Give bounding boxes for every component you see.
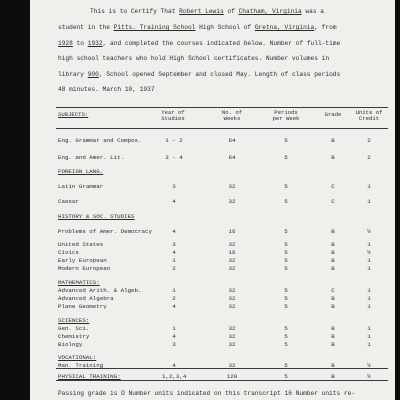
school-town: Gretna, Virginia [254, 24, 315, 31]
course-subject: Modern European [58, 265, 111, 272]
table-bottom-rule-2 [56, 380, 388, 381]
course-units: 1 [367, 287, 371, 294]
course-grade: B [331, 325, 335, 332]
course-subject: PHYSICAL TRAINING: [58, 373, 121, 380]
course-weeks: 32 [228, 295, 236, 302]
course-subject: Advanced Algebra [58, 295, 114, 302]
course-weeks: 32 [228, 325, 236, 332]
course-year: 2 [172, 295, 176, 302]
course-periods: 5 [284, 249, 288, 256]
intro-line-1: This is to Certify That Robert Lewis of Chatham, Virginia was a [90, 8, 324, 15]
course-weeks: 32 [228, 362, 236, 369]
course-year: 3 - 4 [165, 154, 183, 161]
footer-line: Passing grade is D Number units indicated on this transcript 16 Number units re- [58, 390, 356, 397]
course-year: 4 [172, 362, 176, 369]
course-year: 1 - 2 [165, 137, 183, 144]
header-weeks: No. of Weeks [221, 109, 243, 123]
course-periods: 5 [284, 362, 288, 369]
course-year: 4 [172, 333, 176, 340]
course-periods: 5 [284, 198, 288, 205]
course-periods: 5 [284, 303, 288, 310]
course-grade: B [331, 333, 335, 340]
course-subject: Gen. Sci. [58, 325, 90, 332]
course-subject: Problems of Amer. Democracy [58, 228, 152, 235]
course-subject: Latin Grammar [58, 183, 104, 190]
course-periods: 5 [284, 154, 288, 161]
course-year: 1 [172, 257, 176, 264]
section-heading: FOREIGN LANG. [58, 168, 104, 175]
header-periods: Periods per Week [272, 109, 300, 123]
course-units: 1 [367, 333, 371, 340]
section-heading: SCIENCES: [58, 317, 90, 324]
transcript-page [30, 0, 395, 400]
course-grade: B [331, 241, 335, 248]
section-heading: VOCATIONAL: [58, 354, 97, 361]
intro-line-3: 1928 to 1932, and completed the courses indicated below. Number of full-time [58, 40, 341, 47]
header-year: Year of Studies [161, 109, 185, 123]
course-weeks: 16 [228, 249, 236, 256]
course-year: 1,2,3,4 [162, 373, 187, 380]
course-subject: Man. Training [58, 362, 104, 369]
course-subject: Civics [58, 249, 79, 256]
course-units: 2 [367, 154, 371, 161]
course-periods: 5 [284, 341, 288, 348]
course-grade: B [331, 228, 335, 235]
course-weeks: 64 [228, 154, 236, 161]
table-top-rule [56, 107, 388, 108]
intro-line-2: student in the Pitts. Training School High School of Gretna, Virginia, from [58, 24, 337, 31]
course-units: 1 [367, 198, 371, 205]
course-weeks: 16 [228, 228, 236, 235]
course-periods: 5 [284, 257, 288, 264]
course-units: 1 [367, 325, 371, 332]
course-year: 2 [172, 265, 176, 272]
course-weeks: 32 [228, 198, 236, 205]
student-hometown: Chatham, Virginia [238, 8, 302, 15]
course-grade: B [331, 257, 335, 264]
table-header-rule [56, 128, 388, 129]
course-grade: C [331, 183, 335, 190]
course-subject: Caesar [58, 198, 79, 205]
course-subject: Advanced Arith. & Algeb. [58, 287, 142, 294]
course-periods: 5 [284, 241, 288, 248]
course-grade: B [331, 249, 335, 256]
course-grade: B [331, 303, 335, 310]
section-heading: MATHEMATICS: [58, 279, 100, 286]
course-weeks: 32 [228, 333, 236, 340]
course-weeks: 32 [228, 303, 236, 310]
course-grade: C [331, 287, 335, 294]
course-grade: B [331, 362, 335, 369]
course-periods: 5 [284, 373, 288, 380]
header-grade: Grade [324, 111, 342, 118]
course-units: 1 [367, 257, 371, 264]
course-periods: 5 [284, 265, 288, 272]
course-grade: B [331, 341, 335, 348]
course-year: 3 [172, 183, 176, 190]
course-units: ½ [367, 228, 371, 235]
course-weeks: 64 [228, 137, 236, 144]
course-weeks: 32 [228, 341, 236, 348]
course-grade: C [331, 198, 335, 205]
course-periods: 5 [284, 295, 288, 302]
library-volumes: 900 [87, 71, 99, 78]
course-year: 3 [172, 341, 176, 348]
course-units: 1 [367, 303, 371, 310]
course-periods: 5 [284, 183, 288, 190]
course-weeks: 32 [228, 257, 236, 264]
intro-line-5: library 900, School opened September and closed May. Length of class periods [58, 71, 341, 78]
course-weeks: 32 [228, 241, 236, 248]
course-subject: Early European [58, 257, 107, 264]
course-periods: 5 [284, 333, 288, 340]
course-year: 1 [172, 325, 176, 332]
intro-line-4: high school teachers who hold High School certificates. Number volumes in [58, 55, 330, 62]
course-grade: B [331, 137, 335, 144]
course-year: 3 [172, 241, 176, 248]
course-year: 1 [172, 287, 176, 294]
course-grade: B [331, 154, 335, 161]
course-units: 1 [367, 183, 371, 190]
course-units: ½ [367, 373, 371, 380]
course-periods: 5 [284, 287, 288, 294]
course-weeks: 32 [228, 287, 236, 294]
from-year: 1928 [58, 40, 73, 47]
course-subject: Eng. and Amer. Lit. [58, 154, 125, 161]
course-subject: Biology [58, 341, 83, 348]
intro-line-6: 48 minutes. March 10, 1937 [58, 86, 155, 93]
to-year: 1932 [87, 40, 103, 47]
course-units: 1 [367, 265, 371, 272]
course-grade: B [331, 373, 335, 380]
section-heading: HISTORY & SOC. STUDIES [58, 213, 135, 220]
header-units: Units of Credit [355, 109, 383, 123]
course-units: ½ [367, 249, 371, 256]
course-weeks: 32 [228, 183, 236, 190]
course-year: 4 [172, 198, 176, 205]
course-subject: Chemistry [58, 333, 90, 340]
course-grade: B [331, 265, 335, 272]
course-subject: Plane Geometry [58, 303, 107, 310]
course-units: 2 [367, 137, 371, 144]
student-name: Robert Lewis [179, 8, 224, 15]
table-bottom-rule [56, 368, 388, 369]
course-subject: Eng. Grammar and Compos. [58, 137, 142, 144]
course-periods: 5 [284, 228, 288, 235]
course-units: 1 [367, 341, 371, 348]
course-year: 4 [172, 303, 176, 310]
course-year: 4 [172, 249, 176, 256]
course-weeks: 128 [226, 373, 238, 380]
course-weeks: 32 [228, 265, 236, 272]
course-subject: United States [58, 241, 104, 248]
course-periods: 5 [284, 325, 288, 332]
course-units: ½ [367, 362, 371, 369]
header-subjects: SUBJECTS: [58, 111, 89, 118]
course-units: 1 [367, 295, 371, 302]
course-units: 1 [367, 241, 371, 248]
course-year: 4 [172, 228, 176, 235]
course-periods: 5 [284, 137, 288, 144]
school-name: Pitts. Training School [113, 24, 196, 31]
course-grade: B [331, 295, 335, 302]
